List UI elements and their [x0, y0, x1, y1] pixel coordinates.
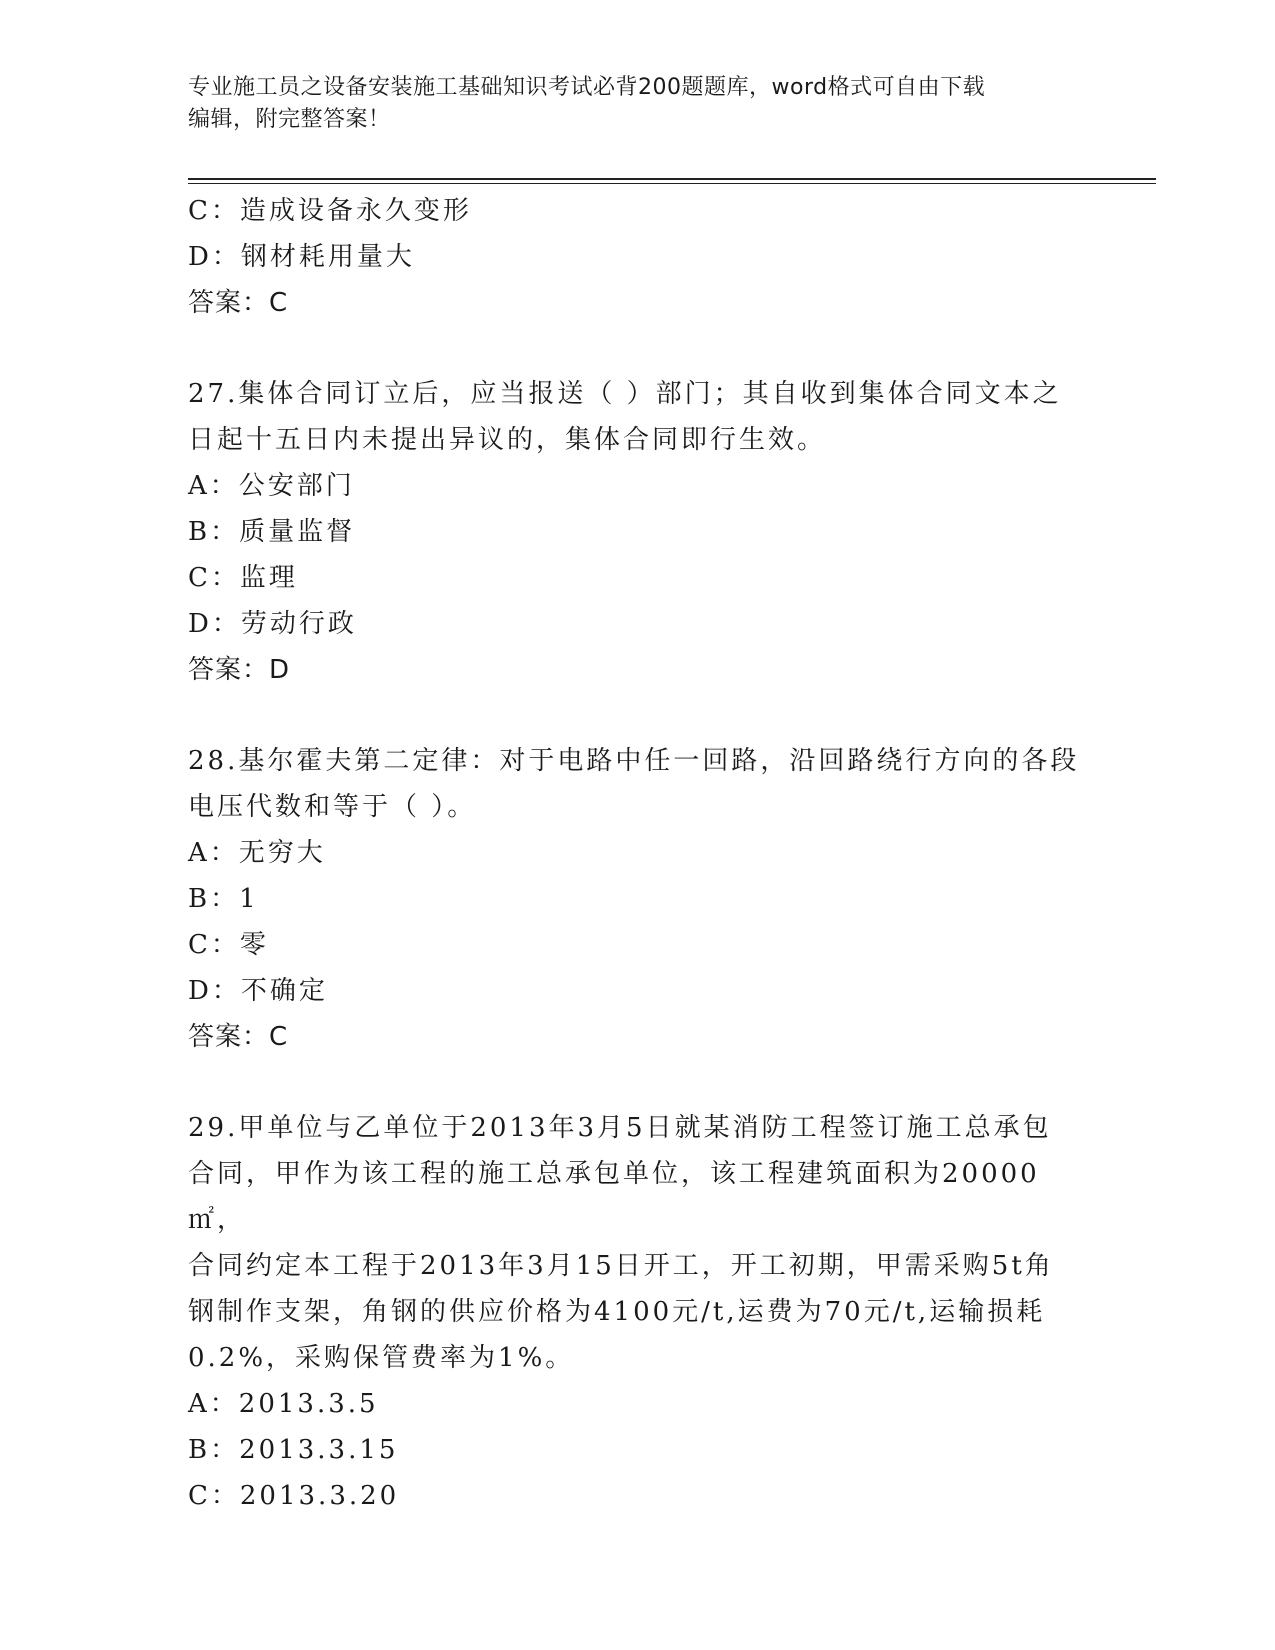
header-title-line-1: 专业施工员之设备安装施工基础知识考试必背200题题库，word格式可自由下载: [188, 75, 986, 100]
question-29-option-a: A：2013.3.5: [188, 1389, 379, 1419]
question-29-stem-line-5: 0.2%，采购保管费率为1%。: [188, 1343, 575, 1373]
header-divider-thick: [188, 178, 1156, 180]
question-spacer: [188, 326, 1088, 371]
question-28-option-a: A：无穷大: [188, 838, 326, 868]
question-29-stem-line-1: 29.甲单位与乙单位于2013年3月5日就某消防工程签订施工总承包: [188, 1113, 1052, 1143]
question-29-stem-line-4: 钢制作支架，角钢的供应价格为4100元/t,运费为70元/t,运输损耗: [188, 1297, 1046, 1327]
question-27-option-a: A：公安部门: [188, 471, 355, 501]
question-29-option-c: C：2013.3.20: [188, 1481, 400, 1511]
question-28-stem: [188, 738, 1088, 830]
question-27-answer: 答案：D: [188, 655, 291, 685]
question-26: [188, 188, 1088, 326]
question-27-stem-line-1: 27.集体合同订立后，应当报送（ ）部门；其自收到集体合同文本之: [188, 379, 1062, 409]
question-list: [188, 188, 1088, 1519]
question-28-answer: 答案：C: [188, 1022, 289, 1052]
question-spacer: [188, 693, 1088, 738]
question-28-option-d: D：不确定: [188, 976, 328, 1006]
question-28-option-b: B：1: [188, 884, 259, 914]
question-27-option-c: C：监理: [188, 563, 298, 593]
question-28-stem-line-1: 28.基尔霍夫第二定律：对于电路中任一回路，沿回路绕行方向的各段: [188, 746, 1080, 776]
question-29-stem-line-3: 合同约定本工程于2013年3月15日开工，开工初期，甲需采购5t角: [188, 1251, 1054, 1281]
question-29-stem-line-2: 合同，甲作为该工程的施工总承包单位，该工程建筑面积为20000㎡，: [188, 1159, 1040, 1235]
header-divider-thin: [188, 183, 1156, 184]
question-spacer: [188, 1060, 1088, 1105]
question-29: [188, 1105, 1088, 1519]
question-27-stem-line-2: 日起十五日内未提出异议的，集体合同即行生效。: [188, 425, 827, 455]
question-26-option-c: C：造成设备永久变形: [188, 196, 472, 226]
question-27: [188, 371, 1088, 693]
question-28: [188, 738, 1088, 1060]
document-header: [188, 72, 1078, 136]
question-26-option-d: D：钢材耗用量大: [188, 242, 415, 272]
question-29-option-b: B：2013.3.15: [188, 1435, 399, 1465]
question-27-option-d: D：劳动行政: [188, 609, 357, 639]
question-28-stem-line-2: 电压代数和等于（ ）。: [188, 792, 477, 822]
question-27-stem: [188, 371, 1088, 463]
question-26-answer: 答案：C: [188, 288, 289, 318]
header-title-line-2: 编辑，附完整答案！: [188, 107, 391, 132]
question-27-option-b: B：质量监督: [188, 517, 356, 547]
question-28-option-c: C：零: [188, 930, 269, 960]
question-29-stem: [188, 1105, 1088, 1381]
